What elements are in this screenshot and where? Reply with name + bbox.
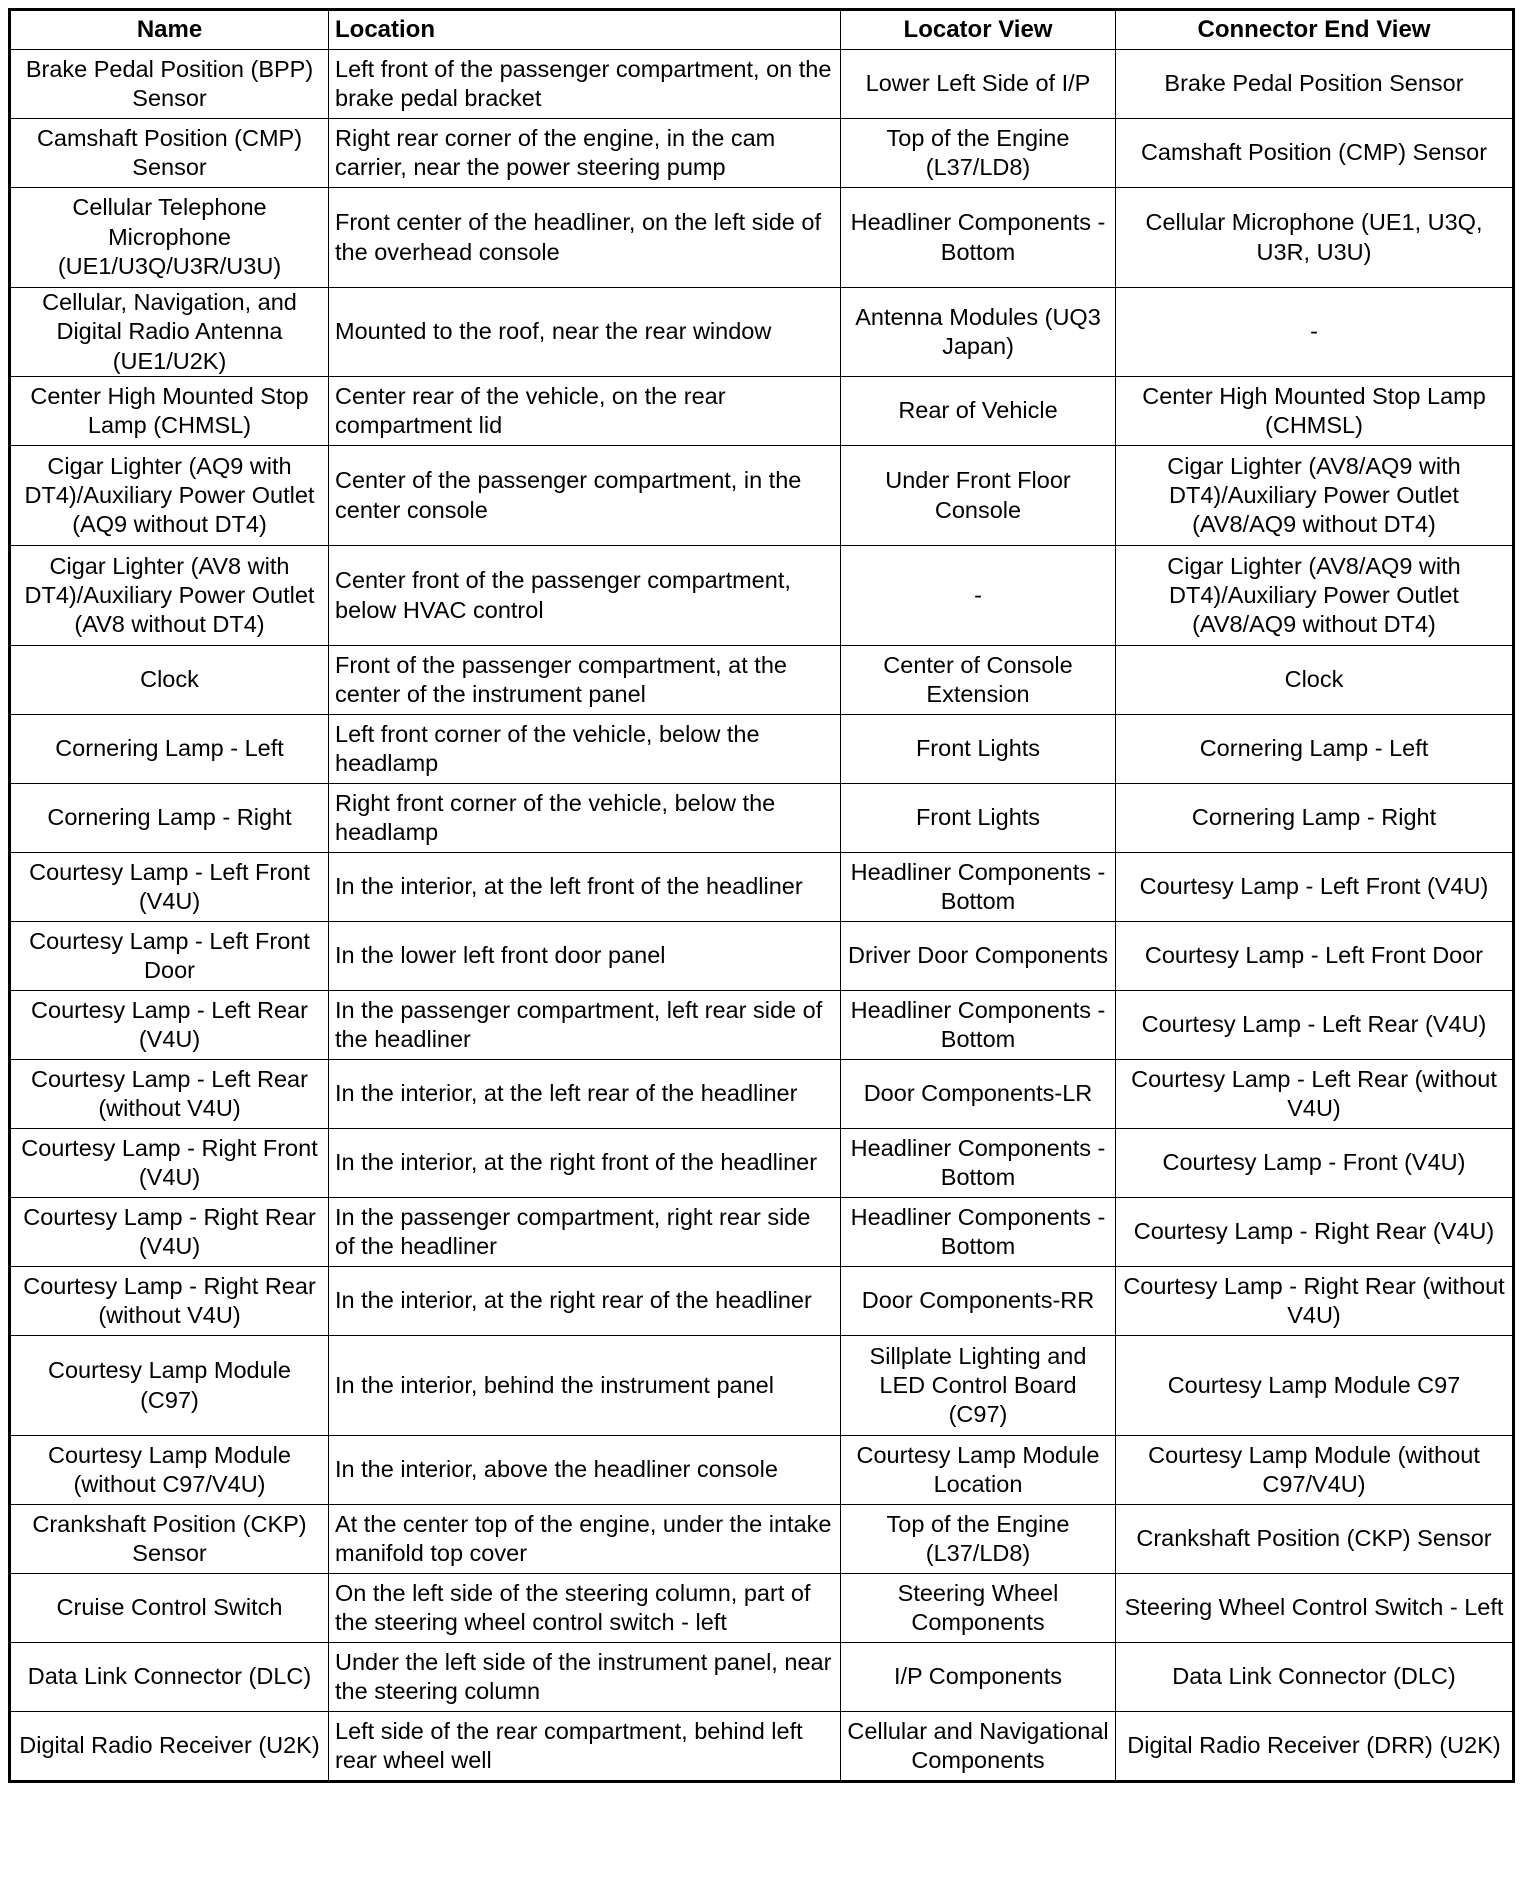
cell-locator-view: Steering Wheel Components <box>841 1574 1116 1643</box>
cell-connector-end-view: Cornering Lamp - Left <box>1116 715 1514 784</box>
cell-locator-view: Top of the Engine (L37/LD8) <box>841 1505 1116 1574</box>
cell-locator-view: Antenna Modules (UQ3 Japan) <box>841 288 1116 377</box>
cell-connector-end-view: Cornering Lamp - Right <box>1116 784 1514 853</box>
cell-locator-view: Courtesy Lamp Module Location <box>841 1436 1116 1505</box>
cell-locator-view: Sillplate Lighting and LED Control Board (C97) <box>841 1336 1116 1436</box>
cell-connector-end-view: Digital Radio Receiver (DRR) (U2K) <box>1116 1712 1514 1782</box>
cell-location: Left front corner of the vehicle, below the headlamp <box>329 715 841 784</box>
cell-connector-end-view: Camshaft Position (CMP) Sensor <box>1116 119 1514 188</box>
cell-locator-view: Headliner Components - Bottom <box>841 1198 1116 1267</box>
cell-name: Center High Mounted Stop Lamp (CHMSL) <box>10 377 329 446</box>
table-row <box>10 1336 1514 1436</box>
cell-name: Cruise Control Switch <box>10 1574 329 1643</box>
table-row <box>10 446 1514 546</box>
table-row <box>10 188 1514 288</box>
cell-connector-end-view: Steering Wheel Control Switch - Left <box>1116 1574 1514 1643</box>
cell-name: Courtesy Lamp - Left Front Door <box>10 922 329 991</box>
cell-connector-end-view: Crankshaft Position (CKP) Sensor <box>1116 1505 1514 1574</box>
table-row <box>10 377 1514 446</box>
cell-name: Cigar Lighter (AV8 with DT4)/Auxiliary Power Outlet (AV8 without DT4) <box>10 546 329 646</box>
table-row <box>10 288 1514 377</box>
cell-locator-view: Under Front Floor Console <box>841 446 1116 546</box>
table-row <box>10 715 1514 784</box>
cell-name: Courtesy Lamp - Right Rear (V4U) <box>10 1198 329 1267</box>
cell-connector-end-view: Courtesy Lamp - Left Rear (without V4U) <box>1116 1060 1514 1129</box>
cell-connector-end-view: Courtesy Lamp - Front (V4U) <box>1116 1129 1514 1198</box>
cell-location: In the interior, behind the instrument panel <box>329 1336 841 1436</box>
cell-locator-view: Headliner Components - Bottom <box>841 188 1116 288</box>
table-row <box>10 119 1514 188</box>
header-locator-view: Locator View <box>841 10 1116 50</box>
cell-location: In the lower left front door panel <box>329 922 841 991</box>
cell-name: Cornering Lamp - Right <box>10 784 329 853</box>
cell-location: Front of the passenger compartment, at the center of the instrument panel <box>329 646 841 715</box>
cell-name: Brake Pedal Position (BPP) Sensor <box>10 50 329 119</box>
table-row <box>10 1574 1514 1643</box>
table-row <box>10 784 1514 853</box>
cell-location: On the left side of the steering column, part of the steering wheel control switch - left <box>329 1574 841 1643</box>
cell-name: Cigar Lighter (AQ9 with DT4)/Auxiliary Power Outlet (AQ9 without DT4) <box>10 446 329 546</box>
cell-location: Center of the passenger compartment, in the center console <box>329 446 841 546</box>
table-row <box>10 922 1514 991</box>
cell-location: Mounted to the roof, near the rear window <box>329 288 841 377</box>
table-row <box>10 1129 1514 1198</box>
cell-location: In the interior, at the left rear of the headliner <box>329 1060 841 1129</box>
cell-connector-end-view: Courtesy Lamp - Left Rear (V4U) <box>1116 991 1514 1060</box>
cell-connector-end-view: Courtesy Lamp Module C97 <box>1116 1336 1514 1436</box>
cell-name: Courtesy Lamp - Left Front (V4U) <box>10 853 329 922</box>
cell-name: Cellular, Navigation, and Digital Radio Antenna (UE1/U2K) <box>10 288 329 377</box>
cell-location: Right rear corner of the engine, in the cam carrier, near the power steering pump <box>329 119 841 188</box>
cell-locator-view: - <box>841 546 1116 646</box>
cell-location: In the passenger compartment, right rear side of the headliner <box>329 1198 841 1267</box>
cell-name: Cellular Telephone Microphone (UE1/U3Q/U3R/U3U) <box>10 188 329 288</box>
cell-name: Courtesy Lamp - Left Rear (V4U) <box>10 991 329 1060</box>
cell-name: Camshaft Position (CMP) Sensor <box>10 119 329 188</box>
table-row <box>10 853 1514 922</box>
cell-locator-view: Cellular and Navigational Components <box>841 1712 1116 1782</box>
cell-locator-view: Front Lights <box>841 715 1116 784</box>
table-row <box>10 1505 1514 1574</box>
cell-location: Center rear of the vehicle, on the rear compartment lid <box>329 377 841 446</box>
cell-name: Courtesy Lamp Module (C97) <box>10 1336 329 1436</box>
table-row <box>10 1060 1514 1129</box>
cell-locator-view: I/P Components <box>841 1643 1116 1712</box>
cell-connector-end-view: Courtesy Lamp - Right Rear (without V4U) <box>1116 1267 1514 1336</box>
cell-connector-end-view: Courtesy Lamp - Left Front Door <box>1116 922 1514 991</box>
cell-connector-end-view: Center High Mounted Stop Lamp (CHMSL) <box>1116 377 1514 446</box>
cell-locator-view: Headliner Components - Bottom <box>841 853 1116 922</box>
cell-name: Cornering Lamp - Left <box>10 715 329 784</box>
cell-connector-end-view: Courtesy Lamp - Left Front (V4U) <box>1116 853 1514 922</box>
cell-connector-end-view: Courtesy Lamp - Right Rear (V4U) <box>1116 1198 1514 1267</box>
cell-name: Courtesy Lamp - Right Front (V4U) <box>10 1129 329 1198</box>
cell-location: In the interior, at the right rear of the headliner <box>329 1267 841 1336</box>
table-row <box>10 1436 1514 1505</box>
cell-locator-view: Rear of Vehicle <box>841 377 1116 446</box>
cell-connector-end-view: Brake Pedal Position Sensor <box>1116 50 1514 119</box>
table-row <box>10 50 1514 119</box>
cell-locator-view: Headliner Components - Bottom <box>841 991 1116 1060</box>
table-row <box>10 546 1514 646</box>
cell-connector-end-view: Clock <box>1116 646 1514 715</box>
table-row <box>10 1198 1514 1267</box>
table-row <box>10 1712 1514 1782</box>
cell-connector-end-view: Cigar Lighter (AV8/AQ9 with DT4)/Auxiliary Power Outlet (AV8/AQ9 without DT4) <box>1116 546 1514 646</box>
cell-locator-view: Top of the Engine (L37/LD8) <box>841 119 1116 188</box>
cell-locator-view: Driver Door Components <box>841 922 1116 991</box>
cell-location: Right front corner of the vehicle, below the headlamp <box>329 784 841 853</box>
cell-location: In the interior, at the left front of the headliner <box>329 853 841 922</box>
cell-location: Left side of the rear compartment, behind left rear wheel well <box>329 1712 841 1782</box>
cell-connector-end-view: Cigar Lighter (AV8/AQ9 with DT4)/Auxiliary Power Outlet (AV8/AQ9 without DT4) <box>1116 446 1514 546</box>
table-row <box>10 1267 1514 1336</box>
cell-location: Under the left side of the instrument panel, near the steering column <box>329 1643 841 1712</box>
table-row <box>10 646 1514 715</box>
cell-location: In the passenger compartment, left rear side of the headliner <box>329 991 841 1060</box>
header-location: Location <box>329 10 841 50</box>
cell-locator-view: Door Components-RR <box>841 1267 1116 1336</box>
cell-name: Digital Radio Receiver (U2K) <box>10 1712 329 1782</box>
cell-name: Courtesy Lamp Module (without C97/V4U) <box>10 1436 329 1505</box>
table-row <box>10 991 1514 1060</box>
cell-location: Center front of the passenger compartment, below HVAC control <box>329 546 841 646</box>
cell-connector-end-view: - <box>1116 288 1514 377</box>
cell-name: Crankshaft Position (CKP) Sensor <box>10 1505 329 1574</box>
cell-name: Data Link Connector (DLC) <box>10 1643 329 1712</box>
cell-location: In the interior, at the right front of the headliner <box>329 1129 841 1198</box>
header-name: Name <box>10 10 329 50</box>
component-locator-table <box>8 8 1515 1783</box>
cell-location: Left front of the passenger compartment, on the brake pedal bracket <box>329 50 841 119</box>
cell-name: Courtesy Lamp - Left Rear (without V4U) <box>10 1060 329 1129</box>
cell-connector-end-view: Cellular Microphone (UE1, U3Q, U3R, U3U) <box>1116 188 1514 288</box>
cell-name: Clock <box>10 646 329 715</box>
cell-connector-end-view: Data Link Connector (DLC) <box>1116 1643 1514 1712</box>
table-row <box>10 1643 1514 1712</box>
cell-locator-view: Lower Left Side of I/P <box>841 50 1116 119</box>
header-connector-end-view: Connector End View <box>1116 10 1514 50</box>
header-row <box>10 10 1514 50</box>
cell-locator-view: Headliner Components - Bottom <box>841 1129 1116 1198</box>
cell-locator-view: Center of Console Extension <box>841 646 1116 715</box>
cell-name: Courtesy Lamp - Right Rear (without V4U) <box>10 1267 329 1336</box>
cell-locator-view: Door Components-LR <box>841 1060 1116 1129</box>
cell-location: In the interior, above the headliner console <box>329 1436 841 1505</box>
cell-connector-end-view: Courtesy Lamp Module (without C97/V4U) <box>1116 1436 1514 1505</box>
cell-location: At the center top of the engine, under the intake manifold top cover <box>329 1505 841 1574</box>
cell-locator-view: Front Lights <box>841 784 1116 853</box>
cell-location: Front center of the headliner, on the left side of the overhead console <box>329 188 841 288</box>
